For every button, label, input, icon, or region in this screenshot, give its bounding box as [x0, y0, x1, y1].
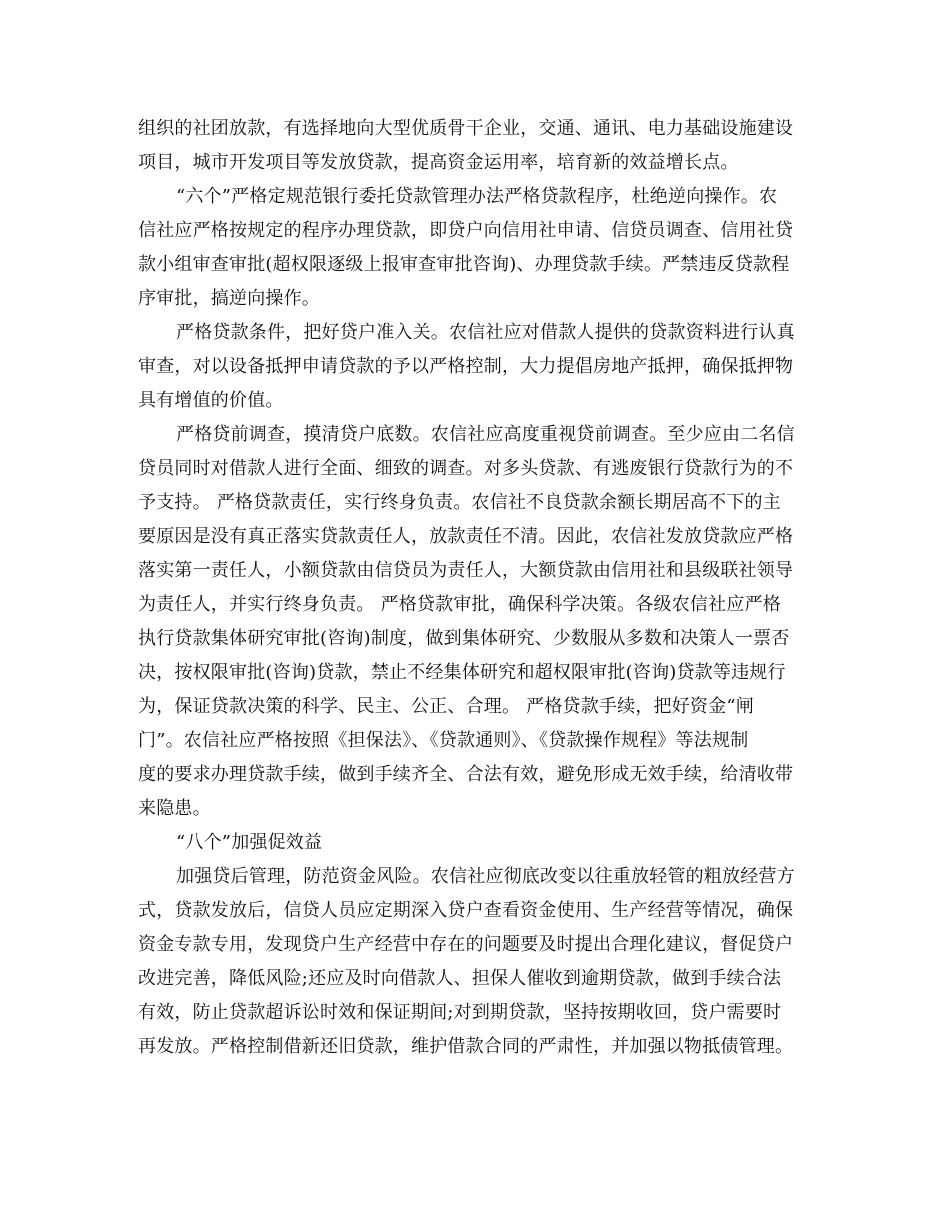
text-line: 资金专款专用，发现贷户生产经营中存在的问题要及时提出合理化建议，督促贷户	[138, 934, 794, 955]
text-line: 项目，城市开发项目等发放贷款，提高资金运用率，培育新的效益增长点。	[138, 152, 739, 173]
text-line: 款小组审查审批(超权限逐级上报审查审批咨询)、办理贷款手续。严禁违反贷款程	[138, 254, 790, 275]
paragraph-start-line: 严格贷款条件，把好贷户准入关。农信社应对借款人提供的贷款资料进行认真	[176, 322, 795, 343]
text-line: 审查，对以设备抵押申请贷款的予以严格控制，大力提倡房地产抵押，确保抵押物	[138, 356, 794, 377]
text-line: 决，按权限审批(咨询)贷款，禁止不经集体研究和超权限审批(咨询)贷款等违规行	[138, 662, 786, 683]
text-line: 贷员同时对借款人进行全面、细致的调查。对多头贷款、有逃废银行贷款行为的不	[138, 458, 794, 479]
text-line: 具有增值的价值。	[138, 390, 284, 411]
text-line: 予支持。 严格贷款责任，实行终身负责。农信社不良贷款余额长期居高不下的主	[138, 492, 781, 513]
text-line: 式，贷款发放后，信贷人员应定期深入贷户查看资金使用、生产经营等情况，确保	[138, 900, 794, 921]
text-line: 执行贷款集体研究审批(咨询)制度，做到集体研究、少数服从多数和决策人一票否	[138, 628, 790, 649]
text-line: 落实第一责任人，小额贷款由信贷员为责任人，大额贷款由信用社和县级联社领导	[138, 560, 794, 581]
text-line: 为，保证贷款决策的科学、民主、公正、合理。 严格贷款手续，把好资金“闸	[138, 696, 754, 717]
paragraph-start-line: 严格贷前调查，摸清贷户底数。农信社应高度重视贷前调查。至少应由二名信	[176, 424, 795, 445]
paragraph-start-line: “六个”严格定规范银行委托贷款管理办法严格贷款程序，杜绝逆向操作。农	[176, 186, 778, 207]
text-line: 再发放。严格控制借新还旧贷款，维护借款合同的严肃性，并加强以物抵债管理。	[138, 1036, 794, 1057]
text-line: 改进完善，降低风险;还应及时向借款人、担保人催收到逾期贷款，做到手续合法	[138, 968, 782, 989]
text-line: 度的要求办理贷款手续，做到手续齐全、合法有效，避免形成无效手续，给清收带	[138, 764, 794, 785]
text-line: 门”。农信社应严格按照《担保法》、《贷款通则》、《贷款操作规程》等法规制	[138, 730, 749, 751]
text-line: 信社应严格按规定的程序办理贷款，即贷户向信用社申请、信贷员调查、信用社贷	[138, 220, 794, 241]
paragraph-start-line: 加强贷后管理，防范资金风险。农信社应彻底改变以往重放轻管的粗放经营方	[176, 866, 795, 887]
text-line: 有效，防止贷款超诉讼时效和保证期间;对到期贷款，坚持按期收回，贷户需要时	[138, 1002, 782, 1023]
document-body	[138, 112, 814, 1064]
text-line: 要原因是没有真正落实贷款责任人，放款责任不清。因此，农信社发放贷款应严格	[138, 526, 794, 547]
text-line: 来隐患。	[138, 798, 211, 819]
text-line: 序审批，搞逆向操作。	[138, 288, 320, 309]
text-line: 组织的社团放款，有选择地向大型优质骨干企业，交通、通讯、电力基础设施建设	[138, 118, 794, 139]
text-line: 为责任人，并实行终身负责。 严格贷款审批，确保科学决策。各级农信社应严格	[138, 594, 781, 615]
section-heading: “八个”加强促效益	[176, 832, 323, 853]
